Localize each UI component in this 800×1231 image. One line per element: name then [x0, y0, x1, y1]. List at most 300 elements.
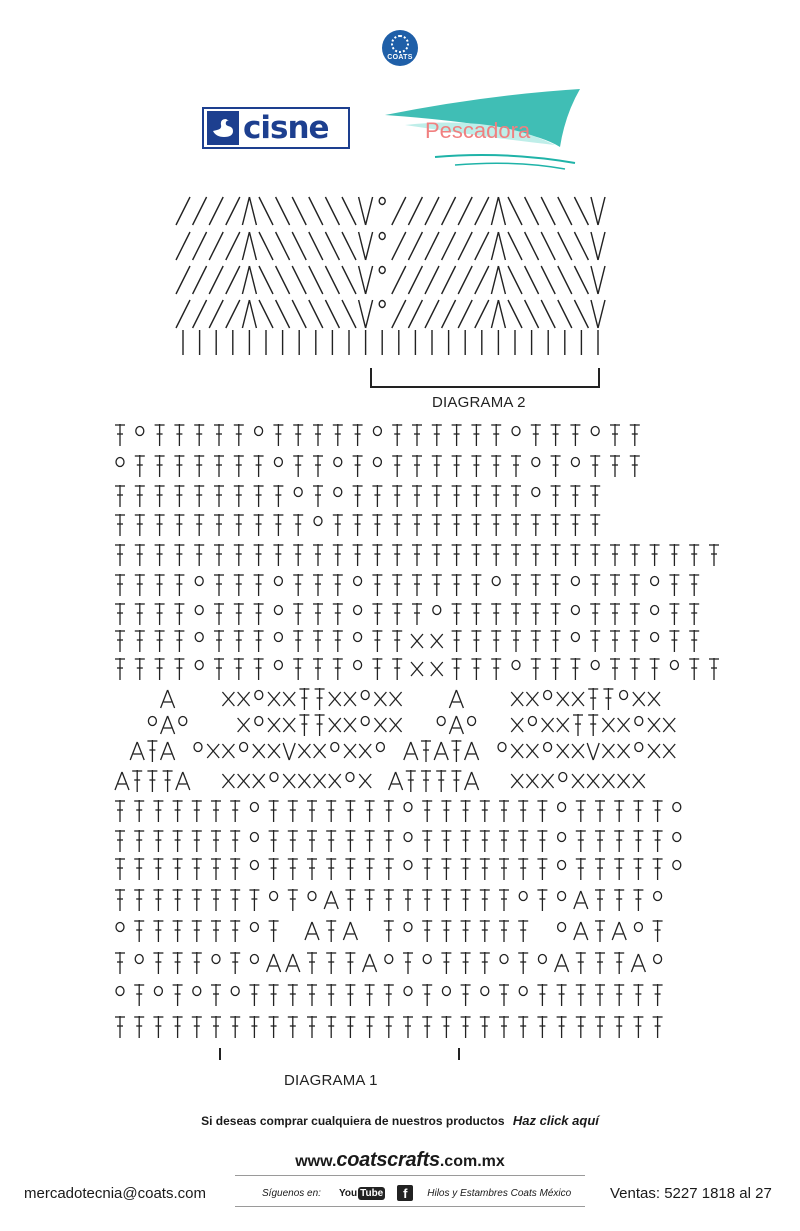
cisne-logo	[202, 107, 350, 149]
chain-stitch	[404, 803, 412, 812]
shell-stitch	[396, 772, 403, 790]
stitch-slant	[425, 197, 439, 225]
stitch-slant	[392, 197, 406, 225]
stitch-slant	[475, 232, 489, 260]
chain-stitch	[270, 773, 278, 782]
stitch-slant	[508, 266, 522, 294]
chain-stitch	[379, 301, 385, 308]
stitch-valley	[598, 266, 605, 294]
chain-stitch	[500, 955, 508, 964]
diagram-1-chart	[115, 424, 719, 1038]
stitch-slant	[176, 300, 190, 328]
chain-stitch	[651, 633, 659, 642]
stitch-slant	[408, 197, 422, 225]
stitch-slant	[442, 300, 456, 328]
stitch-slant	[558, 197, 572, 225]
chain-stitch	[136, 427, 144, 436]
chain-stitch	[538, 955, 546, 964]
chain-stitch	[135, 955, 143, 964]
shell-stitch	[130, 742, 137, 760]
stitch-slant	[209, 300, 223, 328]
shell-stitch	[404, 742, 411, 760]
shell-stitch	[115, 772, 122, 790]
chain-stitch	[334, 458, 342, 467]
stitch-slant	[574, 197, 588, 225]
chain-stitch	[116, 987, 124, 996]
chain-stitch	[361, 717, 369, 726]
shell-stitch	[324, 891, 331, 909]
shell-stitch	[161, 742, 168, 760]
follow-label: Síguenos en:	[262, 1187, 321, 1199]
chain-stitch	[468, 717, 476, 726]
shell-stitch	[465, 742, 472, 760]
stitch-valley	[591, 266, 598, 294]
shell-stitch	[562, 954, 569, 972]
chain-stitch	[591, 661, 599, 670]
stitch-slant	[259, 232, 273, 260]
stitch-peak	[242, 232, 249, 260]
shell-stitch	[574, 922, 581, 940]
chain-stitch	[519, 892, 527, 901]
chain-stitch	[558, 923, 566, 932]
chain-stitch	[255, 427, 263, 436]
chain-stitch	[442, 987, 450, 996]
chain-stitch	[270, 892, 278, 901]
stitch-slant	[475, 197, 489, 225]
chain-stitch	[651, 606, 659, 615]
buy-text: Si deseas comprar cualquiera de nuestros productos	[201, 1114, 505, 1128]
stitch-slant	[541, 197, 555, 225]
stitch-peak	[249, 232, 256, 260]
stitch-valley	[598, 232, 605, 260]
footer-divider-top	[235, 1175, 585, 1176]
stitch-valley	[366, 300, 373, 328]
chain-stitch	[354, 661, 362, 670]
stitch-peak	[491, 300, 498, 328]
stitch-slant	[276, 266, 290, 294]
chain-stitch	[571, 606, 579, 615]
chain-stitch	[558, 892, 566, 901]
chain-stitch	[591, 427, 599, 436]
stitch-valley	[366, 266, 373, 294]
stitch-slant	[475, 266, 489, 294]
facebook-group-name: Hilos y Estambres Coats México	[427, 1187, 572, 1199]
stitch-slant	[292, 266, 306, 294]
chain-stitch	[346, 773, 354, 782]
stitch-slant	[325, 197, 339, 225]
chain-stitch	[654, 892, 662, 901]
stitch-valley	[366, 232, 373, 260]
stitch-slant	[292, 197, 306, 225]
chain-stitch	[634, 923, 642, 932]
stitch-valley	[598, 197, 605, 225]
chain-stitch	[423, 955, 431, 964]
stitch-peak	[491, 266, 498, 294]
stitch-peak	[249, 197, 256, 225]
chain-stitch	[635, 743, 643, 752]
chain-stitch	[437, 717, 445, 726]
stitch-slant	[292, 232, 306, 260]
chain-stitch	[255, 717, 263, 726]
diagram-2-label: DIAGRAMA 2	[432, 394, 526, 411]
stitch-slant	[525, 300, 539, 328]
stitch-peak	[242, 266, 249, 294]
shell-stitch	[581, 922, 588, 940]
stitch-slant	[408, 300, 422, 328]
v-stitch	[587, 743, 593, 760]
stitch-slant	[442, 266, 456, 294]
shell-stitch	[350, 922, 357, 940]
chain-stitch	[654, 955, 662, 964]
stitch-slant	[193, 300, 207, 328]
youtube-text-a: You	[338, 1187, 358, 1199]
stitch-peak	[498, 197, 505, 225]
chain-stitch	[670, 661, 678, 670]
stitch-slant	[574, 300, 588, 328]
swan-icon	[207, 111, 239, 145]
chain-stitch	[376, 743, 384, 752]
chain-stitch	[651, 577, 659, 586]
chain-stitch	[274, 606, 282, 615]
shell-stitch	[331, 891, 338, 909]
shell-stitch	[183, 772, 190, 790]
chain-stitch	[558, 803, 566, 812]
sales-phone: Ventas: 5227 1818 al 27	[610, 1185, 772, 1202]
chain-stitch	[528, 717, 536, 726]
chain-stitch	[404, 923, 412, 932]
stitch-slant	[309, 232, 323, 260]
chain-stitch	[673, 803, 681, 812]
shell-stitch	[168, 716, 175, 734]
stitch-slant	[558, 266, 572, 294]
stitch-slant	[574, 232, 588, 260]
stitch-slant	[276, 232, 290, 260]
stitch-valley	[359, 197, 366, 225]
shell-stitch	[449, 690, 456, 708]
stitch-slant	[425, 232, 439, 260]
stitch-slant	[392, 266, 406, 294]
stitch-slant	[193, 266, 207, 294]
shell-stitch	[574, 891, 581, 909]
shell-stitch	[619, 922, 626, 940]
stitch-slant	[392, 232, 406, 260]
stitch-peak	[498, 266, 505, 294]
stitch-peak	[498, 300, 505, 328]
chain-stitch	[379, 198, 385, 205]
chain-stitch	[354, 633, 362, 642]
stitch-valley	[591, 300, 598, 328]
chain-stitch	[195, 661, 203, 670]
chain-stitch	[240, 743, 248, 752]
shell-stitch	[434, 742, 441, 760]
cisne-logo-text: cisne	[243, 109, 329, 146]
chain-stitch	[571, 633, 579, 642]
stitch-slant	[342, 266, 356, 294]
chain-stitch	[373, 458, 381, 467]
stitch-slant	[176, 197, 190, 225]
stitch-peak	[242, 197, 249, 225]
shell-stitch	[176, 772, 183, 790]
shell-stitch	[465, 772, 472, 790]
shell-stitch	[389, 772, 396, 790]
chain-stitch	[620, 691, 628, 700]
stitch-valley	[366, 197, 373, 225]
chain-stitch	[519, 987, 527, 996]
chain-stitch	[294, 488, 302, 497]
shell-stitch	[411, 742, 418, 760]
chain-stitch	[274, 577, 282, 586]
footer-divider-bottom	[235, 1206, 585, 1207]
chain-stitch	[231, 987, 239, 996]
chain-stitch	[673, 833, 681, 842]
chain-stitch	[559, 773, 567, 782]
stitch-slant	[325, 232, 339, 260]
chain-stitch	[361, 691, 369, 700]
diagram-1-bracket	[220, 1048, 459, 1060]
shell-stitch	[161, 690, 168, 708]
shell-stitch	[363, 954, 370, 972]
chain-stitch	[334, 488, 342, 497]
coats-logo-text: COATS	[387, 54, 413, 61]
shell-stitch	[472, 742, 479, 760]
shell-stitch	[370, 954, 377, 972]
chain-stitch	[558, 861, 566, 870]
chain-stitch	[404, 833, 412, 842]
youtube-icon[interactable]	[339, 1187, 385, 1200]
stitch-slant	[458, 232, 472, 260]
chain-stitch	[385, 955, 393, 964]
shell-stitch	[293, 954, 300, 972]
chain-stitch	[250, 923, 258, 932]
stitch-slant	[276, 300, 290, 328]
chain-stitch	[532, 488, 540, 497]
shell-stitch	[168, 742, 175, 760]
shell-stitch	[449, 716, 456, 734]
shell-stitch	[286, 954, 293, 972]
shell-stitch	[274, 954, 281, 972]
shell-stitch	[456, 716, 463, 734]
chain-stitch	[635, 717, 643, 726]
diagram-2-chart	[176, 197, 605, 355]
stitch-slant	[226, 266, 240, 294]
chain-stitch	[532, 458, 540, 467]
chain-stitch	[250, 803, 258, 812]
stitch-slant	[259, 266, 273, 294]
shell-stitch	[612, 922, 619, 940]
stitch-valley	[359, 232, 366, 260]
stitch-slant	[525, 232, 539, 260]
shell-stitch	[267, 954, 274, 972]
stitch-slant	[425, 300, 439, 328]
stitch-slant	[193, 232, 207, 260]
stitch-slant	[442, 197, 456, 225]
chain-stitch	[354, 606, 362, 615]
stitch-valley	[359, 300, 366, 328]
stitch-slant	[342, 300, 356, 328]
chain-stitch	[195, 577, 203, 586]
chain-stitch	[116, 923, 124, 932]
chain-stitch	[193, 987, 201, 996]
chain-stitch	[250, 955, 258, 964]
shell-stitch	[441, 742, 448, 760]
chain-stitch	[571, 577, 579, 586]
stitch-valley	[359, 266, 366, 294]
stitch-slant	[309, 266, 323, 294]
chain-stitch	[148, 717, 156, 726]
shell-stitch	[312, 922, 319, 940]
stitch-slant	[458, 300, 472, 328]
stitch-peak	[242, 300, 249, 328]
email-link[interactable]: mercadotecnia@coats.com	[24, 1185, 206, 1202]
chain-stitch	[433, 606, 441, 615]
stitch-slant	[408, 232, 422, 260]
shell-stitch	[137, 742, 144, 760]
chain-stitch	[354, 577, 362, 586]
stitch-slant	[325, 266, 339, 294]
shell-stitch	[343, 922, 350, 940]
site-suffix: .com.mx	[439, 1153, 505, 1170]
stitch-slant	[342, 232, 356, 260]
buy-line	[0, 1113, 800, 1128]
stitch-slant	[442, 232, 456, 260]
stitch-slant	[193, 197, 207, 225]
stitch-slant	[226, 232, 240, 260]
stitch-slant	[525, 197, 539, 225]
chain-stitch	[373, 427, 381, 436]
stitch-slant	[425, 266, 439, 294]
shell-stitch	[305, 922, 312, 940]
site-prefix: www.	[295, 1153, 337, 1170]
chain-stitch	[512, 427, 520, 436]
chain-stitch	[195, 633, 203, 642]
chain-stitch	[250, 861, 258, 870]
stitch-slant	[541, 300, 555, 328]
stitch-slant	[259, 300, 273, 328]
diagram-1-label: DIAGRAMA 1	[284, 1072, 378, 1089]
stitch-slant	[558, 232, 572, 260]
chain-stitch	[571, 458, 579, 467]
stitch-slant	[508, 232, 522, 260]
shell-stitch	[631, 954, 638, 972]
chain-stitch	[274, 661, 282, 670]
chain-stitch	[498, 743, 506, 752]
chain-stitch	[481, 987, 489, 996]
stitch-slant	[226, 300, 240, 328]
stitch-slant	[525, 266, 539, 294]
shell-stitch	[168, 690, 175, 708]
chain-stitch	[379, 233, 385, 240]
stitch-valley	[598, 300, 605, 328]
v-stitch	[289, 743, 295, 760]
buy-link[interactable]: Haz click aquí	[512, 1113, 599, 1128]
chain-stitch	[255, 691, 263, 700]
chain-stitch	[544, 743, 552, 752]
chain-stitch	[314, 517, 322, 526]
shell-stitch	[161, 716, 168, 734]
stitch-valley	[591, 197, 598, 225]
shell-stitch	[122, 772, 129, 790]
stitch-slant	[342, 197, 356, 225]
chain-stitch	[308, 892, 316, 901]
chain-stitch	[179, 717, 187, 726]
chain-stitch	[512, 661, 520, 670]
shell-stitch	[472, 772, 479, 790]
stitch-slant	[574, 266, 588, 294]
chain-stitch	[558, 833, 566, 842]
v-stitch	[593, 743, 599, 760]
v-stitch	[283, 743, 289, 760]
stitch-slant	[325, 300, 339, 328]
chain-stitch	[544, 691, 552, 700]
site-main: coatscrafts	[336, 1149, 440, 1171]
stitch-slant	[408, 266, 422, 294]
stitch-slant	[541, 266, 555, 294]
stitch-slant	[276, 197, 290, 225]
chain-stitch	[116, 458, 124, 467]
chain-stitch	[274, 458, 282, 467]
stitch-slant	[392, 300, 406, 328]
stitch-peak	[249, 266, 256, 294]
chain-stitch	[250, 833, 258, 842]
chain-stitch	[673, 861, 681, 870]
shell-stitch	[555, 954, 562, 972]
chain-stitch	[212, 955, 220, 964]
stitch-peak	[249, 300, 256, 328]
chain-stitch	[404, 987, 412, 996]
youtube-text-b: Tube	[360, 1187, 384, 1199]
stitch-slant	[292, 300, 306, 328]
stitch-slant	[259, 197, 273, 225]
stitch-slant	[226, 197, 240, 225]
stitch-slant	[458, 266, 472, 294]
website-link[interactable]	[0, 1149, 800, 1172]
chain-stitch	[274, 633, 282, 642]
stitch-slant	[209, 232, 223, 260]
stitch-peak	[498, 232, 505, 260]
chain-stitch	[331, 743, 339, 752]
chain-stitch	[404, 861, 412, 870]
diagram-2-bracket	[371, 368, 599, 387]
stitch-slant	[458, 197, 472, 225]
stitch-slant	[558, 300, 572, 328]
stitch-slant	[209, 197, 223, 225]
stitch-slant	[508, 300, 522, 328]
stitch-slant	[508, 197, 522, 225]
chain-stitch	[195, 606, 203, 615]
stitch-peak	[491, 232, 498, 260]
chain-stitch	[194, 743, 202, 752]
stitch-slant	[176, 232, 190, 260]
facebook-icon[interactable]: f	[397, 1185, 413, 1201]
stitch-slant	[309, 197, 323, 225]
chain-stitch	[492, 577, 500, 586]
stitch-slant	[309, 300, 323, 328]
pescadora-logo-text: Pescadora	[425, 118, 531, 143]
shell-stitch	[456, 690, 463, 708]
stitch-slant	[176, 266, 190, 294]
pescadora-logo	[375, 85, 595, 175]
coats-emblem-icon	[391, 35, 409, 53]
stitch-slant	[475, 300, 489, 328]
stitch-peak	[491, 197, 498, 225]
stitch-slant	[209, 266, 223, 294]
chain-stitch	[154, 987, 162, 996]
stitch-slant	[541, 232, 555, 260]
chain-stitch	[379, 267, 385, 274]
stitch-valley	[591, 232, 598, 260]
coats-logo	[382, 30, 418, 66]
social-bar	[262, 1185, 571, 1201]
